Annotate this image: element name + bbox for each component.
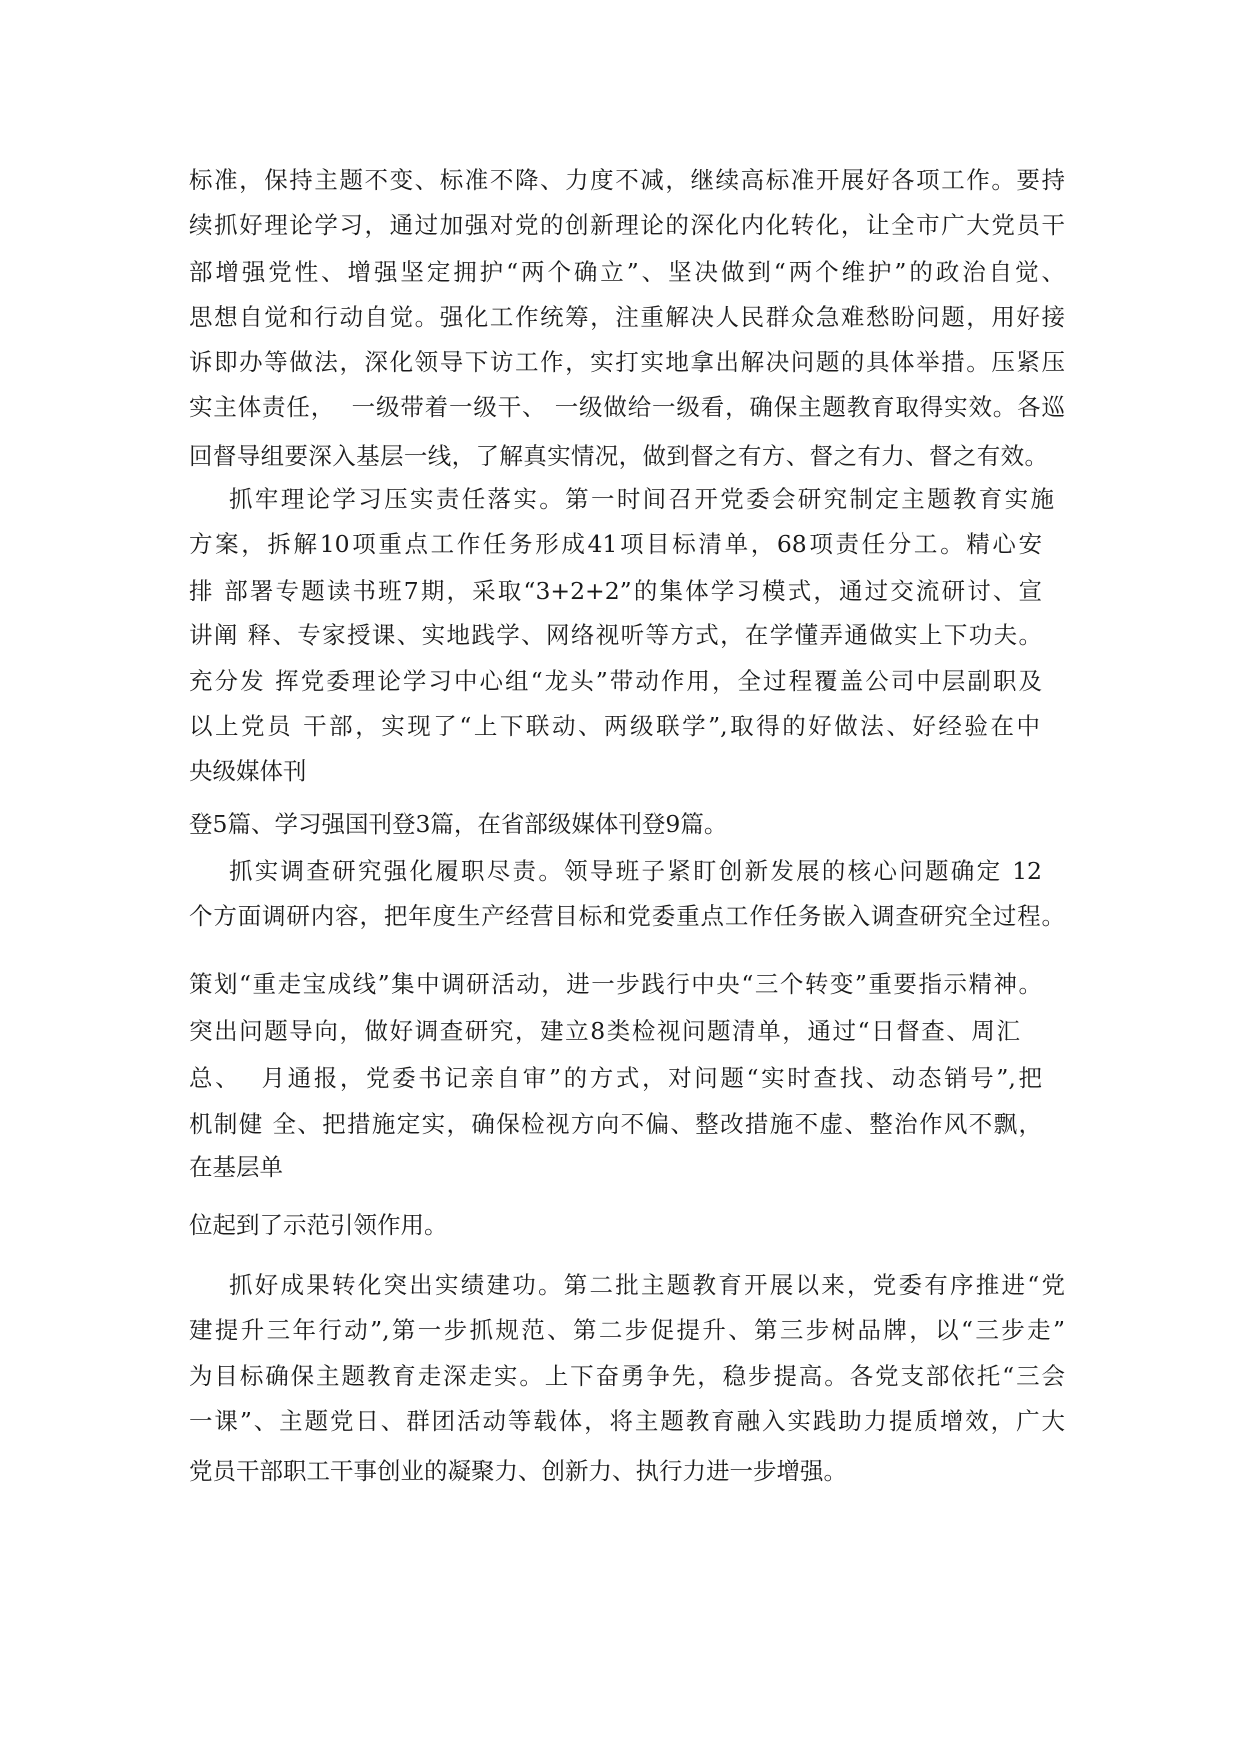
paragraph-line: 策划“重走宝成线”集中调研活动，进一步践行中央“三个转变”重要指示精神。 (189, 970, 1042, 998)
paragraph-line: 总、 月通报，党委书记亲自审”的方式，对问题“实时查找、动态销号”,把 (189, 1064, 1042, 1092)
paragraph-line: 部增强党性、增强坚定拥护“两个确立”、坚决做到“两个维护”的政治自觉、 (189, 258, 1065, 286)
paragraph-line: 续抓好理论学习，通过加强对党的创新理论的深化内化转化，让全市广大党员干 (189, 211, 1065, 239)
paragraph-line: 突出问题导向，做好调查研究，建立8类检视问题清单，通过“日督查、周汇 (189, 1017, 1020, 1045)
paragraph-line: 位起到了示范引领作用。 (189, 1211, 448, 1239)
paragraph-line: 方案，拆解10项重点工作任务形成41项目标清单，68项责任分工。精心安 (189, 530, 1042, 558)
paragraph-line: 机制健 全、把措施定实，确保检视方向不偏、整改措施不虚、整治作风不飘， (189, 1110, 1042, 1138)
paragraph-line: 充分发 挥党委理论学习中心组“龙头”带动作用，全过程覆盖公司中层副职及 (189, 667, 1042, 695)
paragraph-line: 回督导组要深入基层一线，了解真实情况，做到督之有方、督之有力、督之有效。 (189, 442, 1048, 470)
paragraph-line: 思想自觉和行动自觉。强化工作统筹，注重解决人民群众急难愁盼问题，用好接 (189, 303, 1065, 331)
paragraph-line: 登5篇、学习强国刊登3篇，在省部级媒体刊登9篇。 (189, 810, 728, 838)
paragraph-line: 央级媒体刊 (189, 757, 307, 785)
paragraph-line: 抓实调查研究强化履职尽责。领导班子紧盯创新发展的核心问题确定 12 (229, 857, 1042, 885)
paragraph-line: 抓牢理论学习压实责任落实。第一时间召开党委会研究制定主题教育实施 (229, 485, 1054, 513)
paragraph-line: 标准，保持主题不变、标准不降、力度不减，继续高标准开展好各项工作。要持 (189, 166, 1065, 194)
paragraph-line: 以上党员 干部，实现了“上下联动、两级联学”,取得的好做法、好经验在中 (189, 712, 1040, 740)
paragraph-line: 诉即办等做法，深化领导下访工作，实打实地拿出解决问题的具体举措。压紧压 (189, 348, 1065, 376)
paragraph-line: 为目标确保主题教育走深走实。上下奋勇争先，稳步提高。各党支部依托“三会 (189, 1362, 1065, 1390)
paragraph-line: 建提升三年行动”,第一步抓规范、第二步促提升、第三步树品牌，以“三步走” (189, 1316, 1065, 1344)
paragraph-line: 党员干部职工干事创业的凝聚力、创新力、执行力进一步增强。 (189, 1457, 847, 1485)
paragraph-line: 个方面调研内容，把年度生产经营目标和党委重点工作任务嵌入调查研究全过程。 (189, 902, 1065, 930)
paragraph-line: 一课”、主题党日、群团活动等载体，将主题教育融入实践助力提质增效，广大 (189, 1407, 1065, 1435)
paragraph-line: 在基层单 (189, 1153, 283, 1181)
paragraph-line: 抓好成果转化突出实绩建功。第二批主题教育开展以来，党委有序推进“党 (229, 1271, 1065, 1299)
paragraph-line: 实主体责任， 一级带着一级干、 一级做给一级看，确保主题教育取得实效。各巡 (189, 393, 1065, 421)
paragraph-line: 排 部署专题读书班7期，采取“3+2+2”的集体学习模式，通过交流研讨、宣 (189, 577, 1042, 605)
paragraph-line: 讲阐 释、专家授课、实地践学、网络视听等方式，在学懂弄通做实上下功夫。 (189, 621, 1042, 649)
